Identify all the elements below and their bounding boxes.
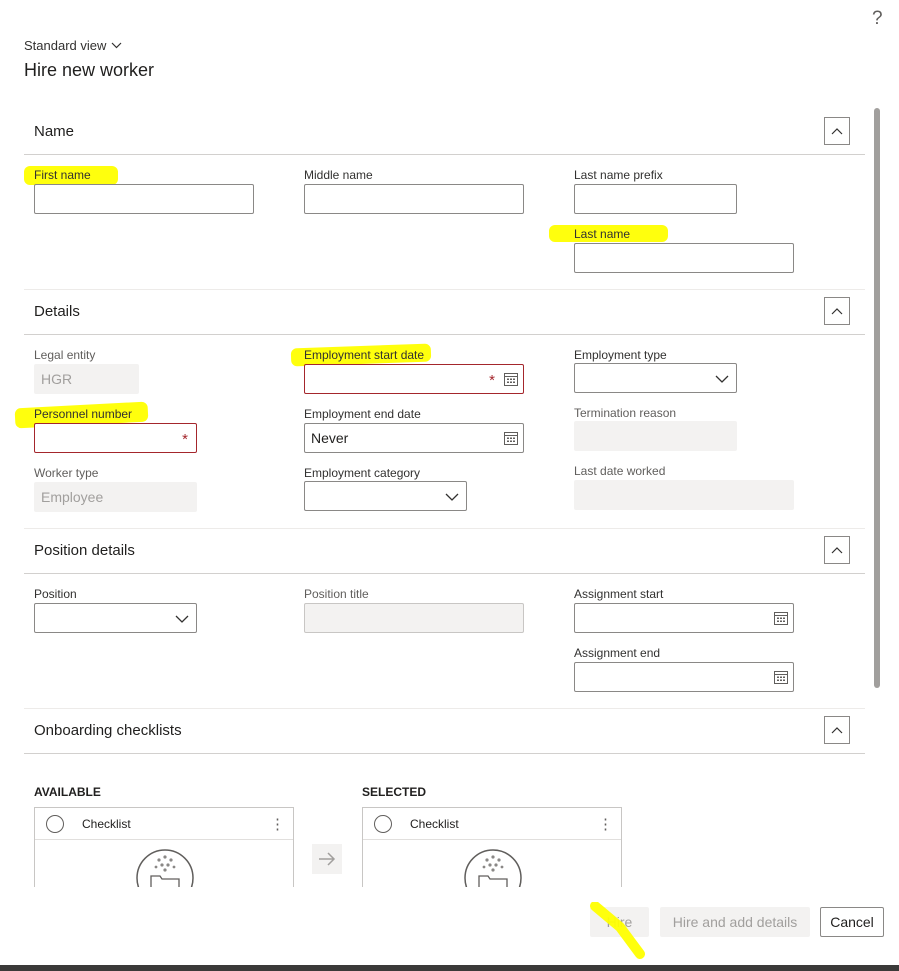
section-name-title: Name — [34, 123, 75, 140]
last-name-prefix-input[interactable] — [574, 184, 737, 214]
select-all-radio[interactable] — [374, 815, 392, 833]
chevron-up-icon — [831, 727, 843, 734]
termination-reason-label: Termination reason — [574, 406, 677, 420]
available-column-header: Checklist — [82, 816, 131, 831]
employment-type-select[interactable] — [574, 363, 737, 393]
last-date-worked-field — [574, 480, 794, 510]
first-name-input[interactable] — [34, 184, 254, 214]
more-options-icon[interactable]: ⋮ — [598, 816, 613, 833]
chevron-up-icon — [831, 547, 843, 554]
last-name-prefix-label: Last name prefix — [574, 168, 663, 182]
assignment-end-input[interactable] — [574, 662, 794, 692]
section-onboarding-header — [24, 708, 865, 754]
employment-category-label: Employment category — [304, 466, 421, 480]
help-icon[interactable]: ? — [872, 8, 883, 29]
employment-category-select[interactable] — [304, 481, 467, 511]
section-details-title: Details — [34, 303, 80, 320]
chevron-down-icon — [111, 42, 122, 49]
assignment-start-label: Assignment start — [574, 587, 664, 601]
hire-button[interactable]: Hire — [590, 907, 649, 937]
more-options-icon[interactable]: ⋮ — [270, 816, 285, 833]
position-title-label: Position title — [304, 587, 369, 601]
employment-end-date-value: Never — [311, 430, 349, 446]
required-indicator: * — [182, 431, 188, 448]
position-label: Position — [34, 587, 77, 601]
collapse-details-button[interactable] — [824, 297, 850, 325]
select-all-radio[interactable] — [46, 815, 64, 833]
personnel-number-label: Personnel number — [34, 407, 133, 421]
legal-entity-field: HGR — [34, 364, 139, 394]
empty-state-icon — [135, 848, 195, 887]
middle-name-label: Middle name — [304, 168, 373, 182]
calendar-icon[interactable] — [503, 430, 519, 446]
employment-type-label: Employment type — [574, 348, 667, 362]
chevron-up-icon — [831, 128, 843, 135]
section-position-title: Position details — [34, 542, 135, 559]
employment-start-date-label: Employment start date — [304, 348, 425, 362]
selected-list-header — [363, 808, 621, 840]
employment-start-date-input[interactable] — [304, 364, 524, 394]
worker-type-label: Worker type — [34, 466, 99, 480]
view-selector-label: Standard view — [24, 38, 107, 53]
selected-column-header: Checklist — [410, 816, 459, 831]
bottom-edge — [0, 965, 899, 971]
cancel-button[interactable]: Cancel — [820, 907, 884, 937]
hire-and-add-details-button[interactable]: Hire and add details — [660, 907, 810, 937]
available-list-header — [35, 808, 293, 840]
first-name-label: First name — [34, 168, 91, 182]
section-position-header — [24, 528, 865, 574]
position-select[interactable] — [34, 603, 197, 633]
collapse-onboarding-button[interactable] — [824, 716, 850, 744]
legal-entity-label: Legal entity — [34, 348, 96, 362]
chevron-down-icon — [714, 371, 730, 387]
required-indicator: * — [489, 372, 495, 389]
employment-end-date-input[interactable] — [304, 423, 524, 453]
calendar-icon[interactable] — [503, 371, 519, 387]
position-title-field — [304, 603, 524, 633]
last-date-worked-label: Last date worked — [574, 464, 666, 478]
move-right-button[interactable] — [312, 844, 342, 874]
section-name-header — [24, 109, 865, 155]
arrow-right-icon — [318, 852, 336, 866]
available-list — [34, 807, 294, 887]
section-details-header — [24, 289, 865, 335]
employment-end-date-label: Employment end date — [304, 407, 421, 421]
vertical-scrollbar[interactable] — [874, 108, 880, 688]
chevron-up-icon — [831, 308, 843, 315]
collapse-position-button[interactable] — [824, 536, 850, 564]
calendar-icon[interactable] — [773, 669, 789, 685]
view-selector[interactable] — [24, 38, 122, 53]
worker-type-field: Employee — [34, 482, 197, 512]
available-label: AVAILABLE — [34, 785, 101, 799]
last-name-input[interactable] — [574, 243, 794, 273]
highlight-mark — [590, 902, 650, 960]
empty-state-icon — [463, 848, 523, 887]
selected-label: SELECTED — [362, 785, 427, 799]
termination-reason-field — [574, 421, 737, 451]
calendar-icon[interactable] — [773, 610, 789, 626]
assignment-end-label: Assignment end — [574, 646, 661, 660]
chevron-down-icon — [174, 611, 190, 627]
section-onboarding-title: Onboarding checklists — [34, 722, 182, 739]
collapse-name-button[interactable] — [824, 117, 850, 145]
chevron-down-icon — [444, 489, 460, 505]
middle-name-input[interactable] — [304, 184, 524, 214]
selected-list — [362, 807, 622, 887]
page-title: Hire new worker — [24, 60, 155, 80]
last-name-label: Last name — [574, 227, 631, 241]
assignment-start-input[interactable] — [574, 603, 794, 633]
personnel-number-input[interactable] — [34, 423, 197, 453]
